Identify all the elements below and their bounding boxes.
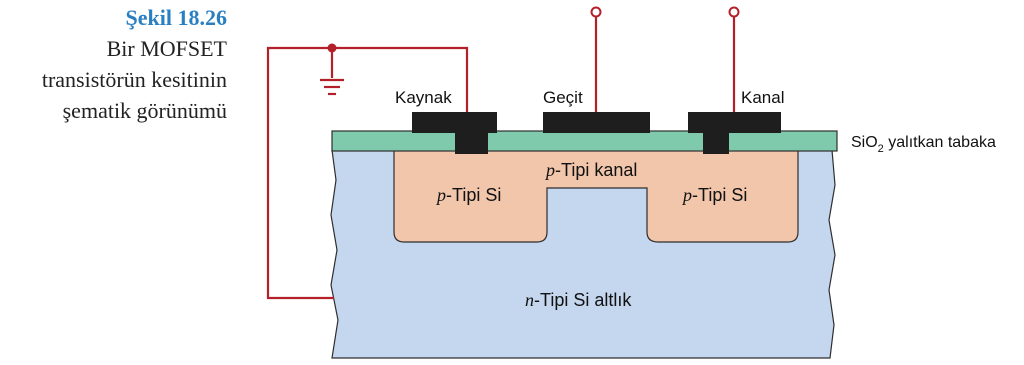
ground-icon — [320, 80, 344, 94]
p-right-label — [681, 185, 747, 205]
p-right-label-text: -Tipi Si — [692, 185, 748, 205]
oxide-label — [851, 134, 996, 155]
drain-contact-plug — [703, 128, 729, 154]
caption-line-3: şematik görünümü — [62, 98, 227, 123]
p-left-label — [435, 185, 501, 205]
oxide-label-suffix: yalıtkan tabaka — [883, 134, 996, 151]
drain-electrode — [688, 112, 781, 133]
source-label: Kaynak — [395, 88, 452, 107]
gate-terminal-icon — [592, 8, 601, 17]
drain-terminal-icon — [730, 8, 739, 17]
source-contact-plug — [455, 128, 488, 154]
substrate-label — [525, 290, 632, 310]
p-channel-label — [544, 160, 637, 180]
p-channel-label-text: -Tipi kanal — [555, 160, 638, 180]
p-left-label-text: -Tipi Si — [446, 185, 502, 205]
p-channel-label-italic: p — [546, 160, 555, 180]
caption-title: Şekil 18.26 — [125, 5, 227, 30]
oxide-label-subscript: 2 — [877, 143, 884, 155]
sio2-oxide-layer — [332, 131, 837, 151]
drain-label: Kanal — [741, 88, 785, 107]
substrate-label-text: -Tipi Si altlık — [534, 290, 632, 310]
substrate-label-italic: n — [525, 290, 534, 310]
caption-line-1: Bir MOFSET — [106, 36, 227, 61]
gate-label: Geçit — [543, 88, 583, 107]
gate-electrode — [543, 112, 650, 133]
p-left-label-italic: p — [437, 185, 446, 205]
p-right-label-italic: p — [683, 185, 692, 205]
caption-line-2: transistörün kesitinin — [41, 67, 227, 92]
oxide-label-prefix: SiO — [851, 134, 878, 151]
